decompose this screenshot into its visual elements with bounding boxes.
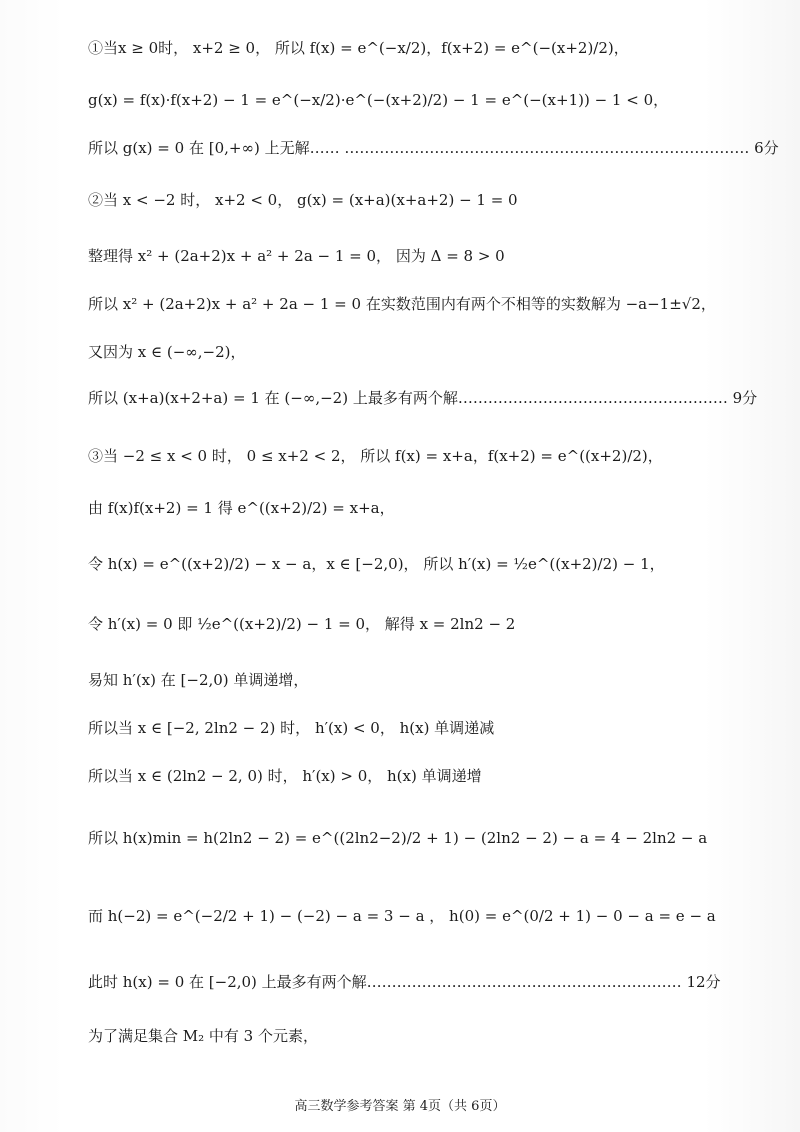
page-footer: 高三数学参考答案 第 4页（共 6页） (294, 1099, 506, 1114)
step-2-equation: 整理得 x² + (2a+2)x + a² + 2a − 1 = 0， 因为 Δ = 8 > 0 (88, 247, 505, 265)
step-2-domain: 又因为 x ∈ (−∞,−2)， (88, 343, 246, 361)
step-3-increasing: 所以当 x ∈ (2ln2 − 2, 0) 时， h′(x) > 0， h(x) 单调递增 (88, 767, 482, 785)
step-3-minimum: 所以 h(x)min = h(2ln2 − 2) = e^((2ln2−2)/2 + 1) − (2ln2 − 2) − a = 4 − 2ln2 − a (88, 829, 708, 847)
step-3-condition: ③当 −2 ≤ x < 0 时， 0 ≤ x+2 < 2， 所以 f(x) = x+a，f(x+2) = e^((x+2)/2)， (88, 447, 663, 465)
step-3-endpoints: 而 h(−2) = e^(−2/2 + 1) − (−2) − a = 3 − a ， h(0) = e^(0/2 + 1) − 0 − a = e − a (88, 907, 716, 925)
step-2-condition: ②当 x < −2 时， x+2 < 0， g(x) = (x+a)(x+a+2) − 1 = 0 (88, 191, 518, 209)
step-3-monotonic-derivative: 易知 h′(x) 在 [−2,0) 单调递增， (88, 671, 309, 689)
step-3-decreasing: 所以当 x ∈ [−2, 2ln2 − 2) 时， h′(x) < 0， h(x) 单调递减 (88, 719, 495, 737)
step-3-equation: 由 f(x)f(x+2) = 1 得 e^((x+2)/2) = x+a， (88, 499, 395, 517)
step-1-conclusion: 所以 g(x) = 0 在 [0,+∞) 上无解…… ……………………………………………………………………… 6分 (88, 139, 779, 157)
step-3-critical-point: 令 h′(x) = 0 即 ½e^((x+2)/2) − 1 = 0， 解得 x = 2ln2 − 2 (88, 615, 516, 633)
step-3-h-definition: 令 h(x) = e^((x+2)/2) − x − a，x ∈ [−2,0)， 所以 h′(x) = ½e^((x+2)/2) − 1， (88, 555, 665, 573)
step-1-g-expression: g(x) = f(x)·f(x+2) − 1 = e^(−x/2)·e^(−(x+2)/2) − 1 = e^(−(x+1)) − 1 < 0， (88, 91, 669, 109)
step-1-condition: ①当x ≥ 0时， x+2 ≥ 0， 所以 f(x) = e^(−x/2)，f(x+2) = e^(−(x+2)/2)， (88, 39, 629, 57)
step-3-conclusion: 此时 h(x) = 0 在 [−2,0) 上最多有两个解……………………………………………………… 12分 (88, 973, 721, 991)
step-2-conclusion: 所以 (x+a)(x+2+a) = 1 在 (−∞,−2) 上最多有两个解……………………………………………… 9分 (88, 389, 758, 407)
final-condition: 为了满足集合 M₂ 中有 3 个元素， (88, 1027, 318, 1045)
step-2-roots: 所以 x² + (2a+2)x + a² + 2a − 1 = 0 在实数范围内有两个不相等的实数解为 −a−1±√2， (88, 295, 716, 313)
